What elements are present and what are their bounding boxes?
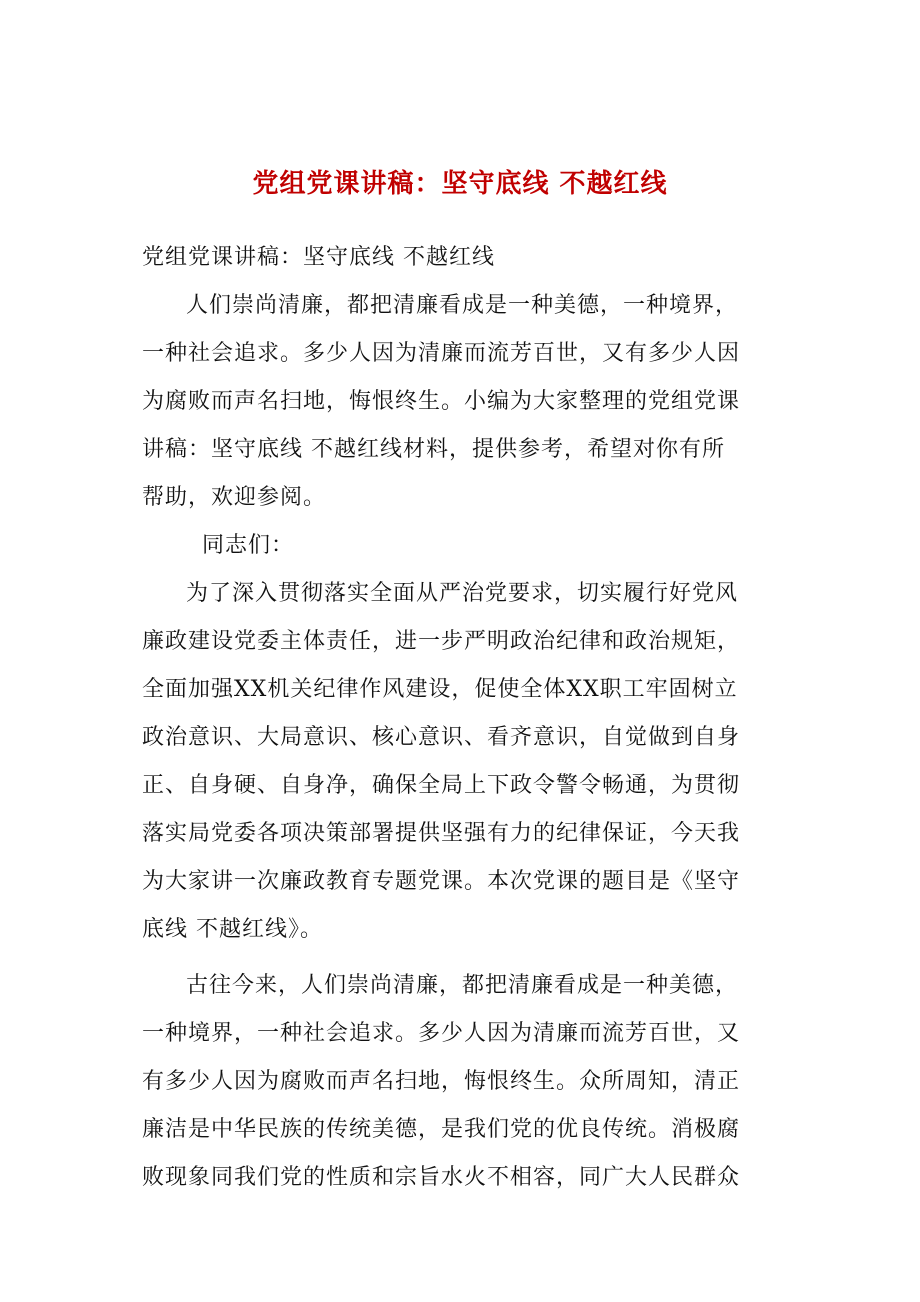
- salutation-line: 同志们：: [202, 533, 295, 558]
- document-body: [142, 234, 802, 1202]
- paragraph-line: 人们崇尚清廉，都把清廉看成是一种美德，一种境界，: [186, 293, 739, 318]
- paragraph-line: 廉政建设党委主体责任，进一步严明政治纪律和政治规矩，: [142, 629, 741, 654]
- paragraph-line: 为腐败而声名扫地，悔恨终生。小编为大家整理的党组党课: [142, 389, 741, 414]
- paragraph-purpose: [142, 570, 802, 954]
- document-title: 党组党课讲稿：坚守底线 不越红线: [252, 169, 668, 199]
- paragraph-line: 一种社会追求。多少人因为清廉而流芳百世，又有多少人因: [142, 341, 741, 366]
- paragraph-line: 为了深入贯彻落实全面从严治党要求，切实履行好党风: [186, 581, 739, 606]
- paragraph-history: [142, 962, 802, 1202]
- paragraph-line: 全面加强XX机关纪律作风建设，促使全体XX职工牢固树立: [142, 677, 738, 702]
- paragraph-line: 败现象同我们党的性质和宗旨水火不相容，同广大人民群众: [142, 1165, 741, 1190]
- paragraph-line: 为大家讲一次廉政教育专题党课。本次党课的题目是《坚守: [142, 869, 741, 894]
- paragraph-intro: [142, 282, 802, 522]
- paragraph-line: 落实局党委各项决策部署提供坚强有力的纪律保证，今天我: [142, 821, 741, 846]
- paragraph-line: 讲稿：坚守底线 不越红线材料，提供参考，希望对你有所: [142, 437, 725, 462]
- paragraph-line: 帮助，欢迎参阅。: [142, 485, 327, 510]
- paragraph-line: 一种境界，一种社会追求。多少人因为清廉而流芳百世，又: [142, 1021, 741, 1046]
- paragraph-line: 正、自身硬、自身净，确保全局上下政令警令畅通，为贯彻: [142, 773, 741, 798]
- paragraph-line: 廉洁是中华民族的传统美德，是我们党的优良传统。消极腐: [142, 1117, 741, 1142]
- paragraph-line: 古往今来，人们崇尚清廉，都把清廉看成是一种美德，: [186, 973, 739, 998]
- paragraph-salutation: [142, 522, 802, 570]
- document-subtitle: 党组党课讲稿：坚守底线 不越红线: [142, 245, 495, 270]
- paragraph-gap: [142, 954, 802, 962]
- paragraph-line: 有多少人因为腐败而声名扫地，悔恨终生。众所周知，清正: [142, 1069, 741, 1094]
- paragraph-line: 底线 不越红线》。: [142, 917, 323, 942]
- paragraph-line: 政治意识、大局意识、核心意识、看齐意识，自觉做到自身: [142, 725, 741, 750]
